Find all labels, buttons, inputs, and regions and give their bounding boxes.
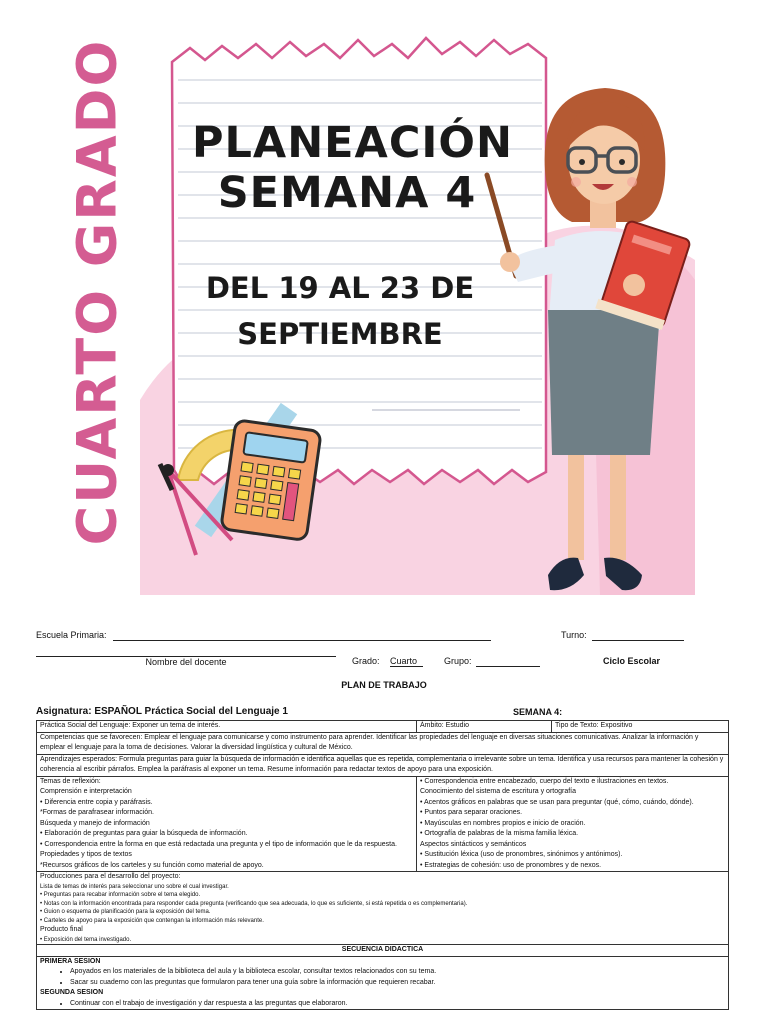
turno-label: Turno: (561, 630, 587, 640)
ciclo-label: Ciclo Escolar (603, 656, 661, 666)
temas-line: • Puntos para separar oraciones. (420, 809, 523, 816)
table-row (37, 945, 729, 957)
producciones-line: • Notas con la información encontrada para responder cada pregunta (verificando que sea adecuada, lo que es suficiente, si está repetida o es complementaria). (40, 900, 468, 907)
cover-title-line1: PLANEACIÓN (192, 118, 513, 168)
temas-line: • Correspondencia entre encabezado, cuerpo del texto e ilustraciones en textos. (420, 777, 669, 785)
cover-dates-line2: SEPTIEMBRE (237, 317, 443, 351)
producciones-line: • Exposición del tema investigado. (40, 936, 132, 943)
grupo-label: Grupo: (444, 656, 472, 666)
tipo-texto-cell: Tipo de Texto: Expositivo (552, 721, 729, 733)
competencias-cell: Competencias que se favorecen: Emplear el lenguaje para comunicarse y como instrumento para aprender. Identificar las propiedades del lenguaje en diversas situaciones comunicativas. Analizar la información y emplear el lenguaje para la toma de decisiones. Valorar la diversidad lingüística y cultural de México. (37, 732, 729, 754)
producciones-cell (37, 872, 729, 945)
producciones-heading: Producciones para el desarrollo del proyecto: (40, 873, 181, 880)
primera-sesion-label: PRIMERA SESION (40, 957, 101, 965)
temas-line: • Estrategias de cohesión: uso de pronombres y de nexos. (420, 861, 602, 869)
plan-title: PLAN DE TRABAJO (341, 680, 427, 690)
turno-blank (592, 630, 684, 641)
list-item: • Sacar su cuaderno con las preguntas que formularon para tener una guía sobre la información que requieren recabar. (70, 978, 725, 989)
teacher-name-label: Nombre del docente (145, 657, 227, 667)
cover-dates (180, 265, 500, 357)
asignatura-title: Asignatura: ESPAÑOL Práctica Social del Lenguaje 1 (36, 706, 288, 717)
producciones-line: • Preguntas para recabar información sobre el tema elegido. (40, 892, 201, 898)
table-row (37, 732, 729, 754)
table-row (37, 776, 729, 872)
secuencia-header: SECUENCIA DIDACTICA (37, 945, 729, 957)
grado-value: Cuarto (390, 656, 423, 667)
grade-vertical-title: CUARTO GRADO (65, 38, 129, 546)
school-label: Escuela Primaria: (36, 630, 107, 640)
temas-right-cell (417, 776, 729, 872)
temas-line: Propiedades y tipos de textos (40, 851, 132, 858)
notebook-paper (172, 38, 546, 484)
temas-line: *Recursos gráficos de los carteles y su función como material de apoyo. (40, 861, 264, 869)
aprendizajes-cell: Aprendizajes esperados: Formula preguntas para guiar la búsqueda de información e identifica aquellas que es repetida, complementaria o irrelevante sobre un tema. Identifica y usa recursos para mantener la cohesión y coherencia al escribir párrafos. Emplea la paráfrasis al exponer un tema. Resume información para redactar textos de apoyo para una exposición. (37, 754, 729, 776)
temas-line: • Diferencia entre copia y paráfrasis. (40, 798, 153, 806)
practica-cell: Práctica Social del Lenguaje: Exponer un tema de interés. (37, 721, 417, 733)
segunda-sesion-label: SEGUNDA SESION (40, 989, 104, 996)
cover-dates-line1: DEL 19 AL 23 DE (205, 271, 475, 305)
table-row (37, 872, 729, 945)
list-item: • Continuar con el trabajo de investigación y dar respuesta a las preguntas que elaboraron. (70, 999, 725, 1010)
temas-line: Temas de reflexión: (40, 777, 101, 785)
grupo-blank (476, 656, 540, 667)
turno-field (561, 630, 684, 641)
producciones-line: Lista de temas de interés para seleccionar uno sobre el cual investigar. (40, 883, 229, 890)
temas-line: • Acentos gráficos en palabras que se usan para preguntar (qué, cómo, cuándo, dónde). (420, 798, 694, 806)
temas-line: Búsqueda y manejo de información (40, 819, 150, 827)
temas-line: • Elaboración de preguntas para guiar la búsqueda de información. (40, 830, 248, 837)
producciones-line: • Carteles de apoyo para la exposición que contengan la información más relevante. (40, 917, 264, 924)
temas-left-cell (37, 776, 417, 872)
grupo-field (444, 656, 540, 667)
temas-line: Aspectos sintácticos y semánticos (420, 840, 527, 848)
segunda-sesion-list (40, 999, 725, 1010)
table-row (37, 754, 729, 776)
temas-line: *Formas de parafrasear información. (40, 809, 154, 816)
sesiones-cell (37, 956, 729, 1010)
school-field (36, 630, 491, 641)
teacher-name-field (36, 656, 336, 667)
cover-title-line2: SEMANA 4 (217, 168, 477, 218)
school-blank (113, 630, 491, 641)
grado-label: Grado: (352, 656, 380, 666)
grado-field (352, 656, 423, 667)
temas-line: • Correspondencia entre la forma en que está redactada una pregunta y el tipo de información que le da respuesta. (40, 840, 397, 848)
plan-table (36, 720, 729, 1010)
producciones-line: • Guion o esquema de planificación para la exposición del tema. (40, 909, 211, 915)
semana-label: SEMANA 4: (513, 707, 563, 717)
list-item: • Apoyados en los materiales de la biblioteca del aula y la biblioteca escolar, consultar textos relacionados con su tema. (70, 967, 725, 978)
temas-line: Comprensión e interpretación (40, 788, 132, 795)
cover-title (192, 118, 513, 218)
table-row (37, 956, 729, 1010)
temas-line: • Mayúsculas en nombres propios e inicio de oración. (420, 819, 586, 827)
producto-final-label: Producto final (40, 926, 83, 933)
temas-line: • Sustitución léxica (uso de pronombres, sinónimos y antónimos). (420, 851, 623, 858)
temas-line: • Ortografía de palabras de la misma familia léxica. (420, 830, 579, 837)
temas-line: Conocimiento del sistema de escritura y ortografía (420, 788, 577, 795)
primera-sesion-list (40, 967, 725, 988)
table-row (37, 721, 729, 733)
ambito-cell: Ámbito: Estudio (417, 721, 552, 733)
calculator-icon (221, 420, 321, 541)
